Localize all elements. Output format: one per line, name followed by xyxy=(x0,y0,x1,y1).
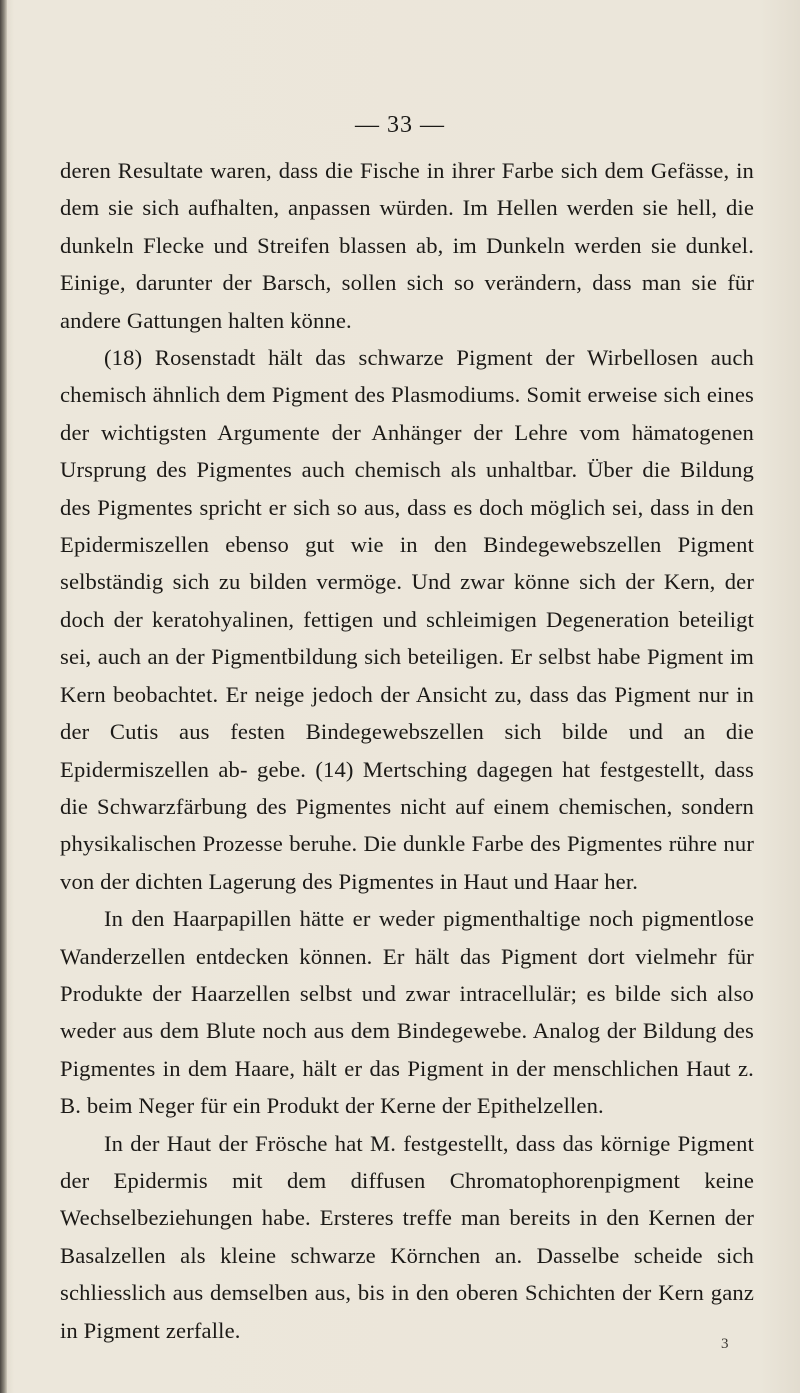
paragraph-froesche: In der Haut der Frösche hat M. festgestellt, dass das körnige Pigment der Epidermis mit dem diffusen Chromatophorenpigment keine Wechselbeziehungen habe. Ersteres treffe man bereits in den Kernen der Basalzellen als kleine schwarze Körnchen an. Dasselbe scheide sich schliesslich aus demselben aus, bis in den oberen Schichten der Kern ganz in Pigment zerfalle. xyxy=(60,1130,754,1343)
paragraph-continuation: deren Resultate waren, dass die Fische in ihrer Farbe sich dem Gefässe, in dem sie sich aufhalten, anpassen würden. Im Hellen werden sie hell, die dunkeln Flecke und Streifen blassen ab, im Dunkeln werden sie dunkel. Einige, darunter der Barsch, sollen sich so verändern, dass man sie für andere Gattungen halten könne. xyxy=(60,158,754,333)
page-number: — 33 — xyxy=(355,112,445,138)
body-text xyxy=(60,152,754,1349)
paragraph-haarpapillen: In den Haarpapillen hätte er weder pigmenthaltige noch pigmentlose Wanderzellen entdecken können. Er hält das Pigment dort vielmehr für Produkte der Haarzellen selbst und zwar intracellulär; es bilde sich also weder aus dem Blute noch aus dem Bindegewebe. Analog der Bildung des Pigmentes in dem Haare, hält er das Pigment in der menschlichen Haut z. B. beim Neger für ein Produkt der Kerne der Epithelzellen. xyxy=(60,906,754,1119)
page-binding-edge xyxy=(0,0,7,1393)
paragraph-rosenstadt: (18) Rosenstadt hält das schwarze Pigment der Wirbellosen auch chemisch ähnlich dem Pigment des Plasmodiums. Somit erweise sich eines der wichtigsten Argumente der Anhänger der Lehre vom hämatogenen Ursprung des Pigmentes auch chemisch als unhaltbar. Über die Bildung des Pigmentes spricht er sich so aus, dass es doch möglich sei, dass in den Epidermiszellen ebenso gut wie in den Bindegewebszellen Pigment selbständig sich zu bilden vermöge. Und zwar könne sich der Kern, der doch der keratohyalinen, fettigen und schleimigen Degeneration beteiligt sei, auch an der Pigmentbildung sich beteiligen. Er selbst habe Pigment im Kern beobachtet. Er neige jedoch der Ansicht zu, dass das Pigment nur in der Cutis aus festen Bindegewebszellen sich bilde und an die Epidermiszellen ab- gebe. (14) Mertsching dagegen hat festgestellt, dass die Schwarzfärbung des Pigmentes nicht auf einem chemischen, sondern physikalischen Prozesse beruhe. Die dunkle Farbe des Pigmentes rühre nur von der dichten Lagerung des Pigmentes in Haut und Haar her. xyxy=(60,345,754,894)
printer-signature-mark: 3 xyxy=(721,1336,729,1352)
